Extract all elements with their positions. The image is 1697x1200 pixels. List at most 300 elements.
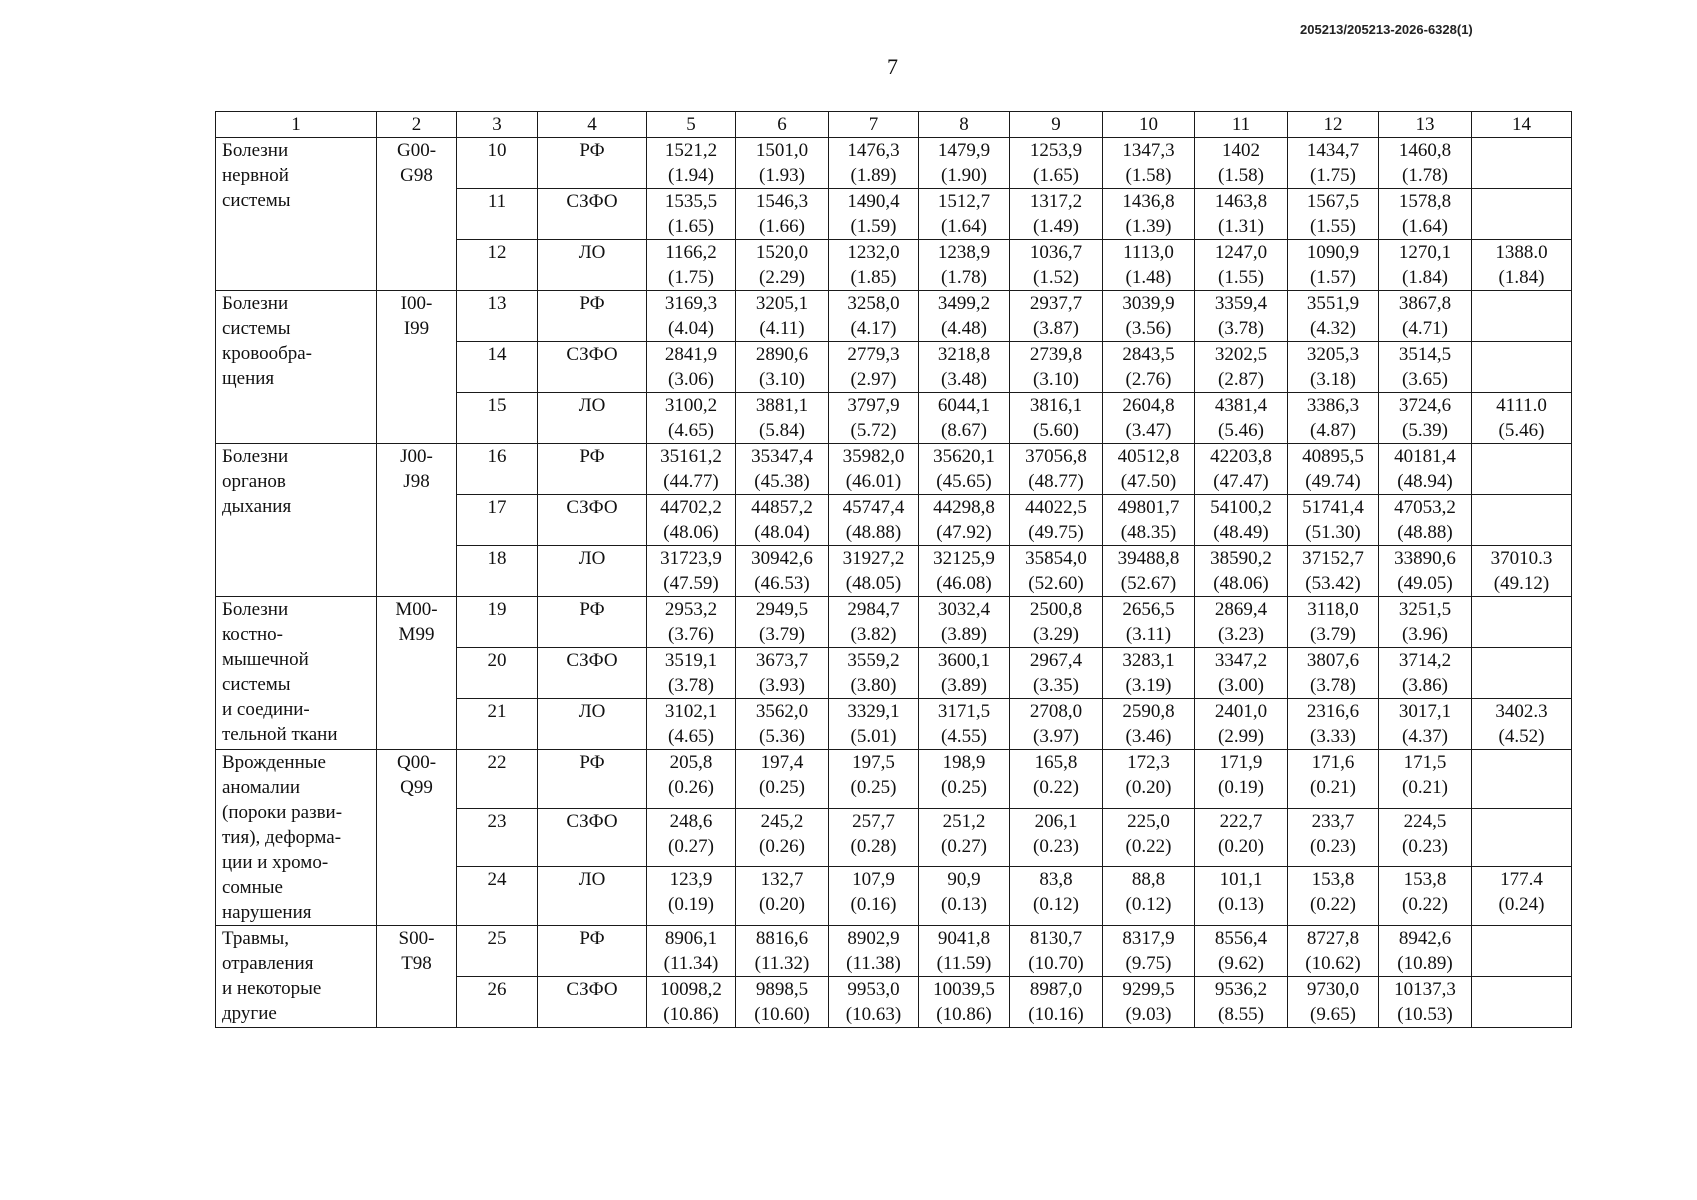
group-name-line: щения — [222, 368, 275, 389]
column-14-cell — [1472, 546, 1572, 597]
cell-value: 1247,0 — [1214, 242, 1268, 263]
value-cell — [1010, 291, 1103, 342]
cell-share: (10.89) — [1397, 953, 1453, 974]
cell-share: (0.21) — [1402, 777, 1448, 798]
cell-share: (9.65) — [1310, 1004, 1356, 1025]
cell-share: (3.11) — [1125, 624, 1172, 645]
cell-value: 9041,8 — [937, 928, 991, 949]
cell-share: (0.20) — [1218, 835, 1264, 857]
value-cell — [919, 291, 1010, 342]
cell-value: 165,8 — [1034, 752, 1078, 773]
cell-value: 3514,5 — [1398, 344, 1452, 365]
table-body — [216, 112, 1572, 1028]
cell-share: (2.97) — [850, 369, 897, 390]
cell-value: 4381,4 — [1214, 395, 1268, 416]
cell-value: 49801,7 — [1117, 497, 1180, 518]
value-cell — [919, 342, 1010, 393]
cell-value: 8942,6 — [1398, 928, 1452, 949]
group-name-line: аномалии — [222, 777, 301, 798]
value-cell — [829, 138, 919, 189]
cell-share: (0.13) — [941, 894, 987, 916]
row-number: 22 — [457, 750, 538, 809]
cell-value: 10137,3 — [1394, 979, 1456, 1000]
value-cell — [647, 648, 736, 699]
cell-value: 35347,4 — [751, 446, 813, 467]
cell-value: 248,6 — [669, 810, 713, 832]
icd-code — [377, 926, 457, 1028]
cell-share: (3.79) — [1310, 624, 1356, 645]
cell-share: (47.59) — [663, 573, 719, 594]
value-cell — [647, 495, 736, 546]
cell-share: (10.16) — [1028, 1004, 1084, 1025]
cell-share: (4.04) — [668, 318, 714, 339]
cell-value: 3039,9 — [1122, 293, 1175, 314]
cell-value: 42203,8 — [1210, 446, 1272, 467]
cell-value: 2841,9 — [664, 344, 718, 365]
cell-share: (51.30) — [1305, 522, 1361, 543]
cell-share: (45.38) — [754, 471, 810, 492]
column-14-share: (1.84) — [1498, 267, 1545, 288]
cell-value: 153,8 — [1403, 869, 1447, 891]
disease-group-name — [216, 750, 377, 926]
icd-code-line: Q99 — [400, 777, 433, 798]
cell-value: 3202,5 — [1214, 344, 1268, 365]
value-cell — [829, 393, 919, 444]
value-cell — [919, 648, 1010, 699]
cell-value: 107,9 — [852, 869, 895, 891]
region: ЛО — [538, 867, 647, 926]
cell-value: 3600,1 — [937, 650, 991, 671]
cell-value: 1090,9 — [1306, 242, 1360, 263]
value-cell — [647, 189, 736, 240]
cell-value: 1479,9 — [937, 140, 991, 161]
cell-value: 1166,2 — [665, 242, 717, 263]
value-cell — [1010, 444, 1103, 495]
cell-value: 32125,9 — [933, 548, 995, 569]
cell-value: 31723,9 — [660, 548, 722, 569]
value-cell — [1103, 750, 1195, 809]
cell-value: 3017,1 — [1398, 701, 1452, 722]
cell-share: (4.65) — [668, 726, 714, 747]
cell-value: 132,7 — [760, 869, 804, 891]
group-name-line: отравления — [222, 953, 314, 974]
value-cell — [919, 867, 1010, 926]
column-14-cell — [1472, 495, 1572, 546]
value-cell — [1288, 291, 1379, 342]
group-name-line: тельной ткани — [222, 724, 338, 745]
cell-value: 40895,5 — [1302, 446, 1364, 467]
cell-value: 2869,4 — [1214, 599, 1268, 620]
icd-code-line: M00- — [395, 599, 438, 620]
column-14-cell — [1472, 699, 1572, 750]
icd-code — [377, 291, 457, 444]
cell-value: 197,4 — [760, 752, 804, 773]
icd-code — [377, 138, 457, 291]
cell-value: 40512,8 — [1117, 446, 1180, 467]
region: РФ — [538, 138, 647, 189]
cell-share: (3.48) — [941, 369, 987, 390]
cell-share: (0.19) — [1218, 777, 1264, 798]
column-header: 11 — [1195, 112, 1288, 138]
cell-value: 9953,0 — [847, 979, 900, 1000]
group-name-line: Болезни — [222, 446, 289, 467]
value-cell — [1103, 495, 1195, 546]
cell-value: 3797,9 — [847, 395, 900, 416]
cell-share: (3.23) — [1218, 624, 1264, 645]
value-cell — [1195, 189, 1288, 240]
cell-value: 197,5 — [852, 752, 895, 773]
value-cell — [919, 240, 1010, 291]
value-cell — [919, 926, 1010, 977]
cell-value: 8317,9 — [1122, 928, 1175, 949]
cell-value: 1347,3 — [1122, 140, 1175, 161]
column-header: 1 — [216, 112, 377, 138]
column-14-value: 1388.0 — [1495, 242, 1548, 263]
column-14-value: 37010.3 — [1490, 548, 1553, 569]
value-cell — [829, 977, 919, 1028]
cell-share: (1.31) — [1218, 216, 1264, 237]
cell-value: 222,7 — [1219, 810, 1263, 832]
value-cell — [1379, 648, 1472, 699]
cell-share: (1.94) — [668, 165, 714, 186]
value-cell — [919, 495, 1010, 546]
value-cell — [1288, 342, 1379, 393]
value-cell — [736, 648, 829, 699]
cell-share: (2.99) — [1218, 726, 1264, 747]
value-cell — [1010, 977, 1103, 1028]
cell-value: 44298,8 — [933, 497, 995, 518]
cell-share: (1.64) — [941, 216, 987, 237]
value-cell — [829, 546, 919, 597]
value-cell — [1195, 444, 1288, 495]
value-cell — [647, 342, 736, 393]
cell-share: (3.33) — [1310, 726, 1356, 747]
value-cell — [736, 546, 829, 597]
cell-value: 30942,6 — [751, 548, 813, 569]
row-number: 19 — [457, 597, 538, 648]
value-cell — [647, 546, 736, 597]
value-cell — [1103, 393, 1195, 444]
cell-share: (10.70) — [1028, 953, 1084, 974]
value-cell — [1103, 444, 1195, 495]
cell-value: 1512,7 — [937, 191, 991, 212]
column-14-cell — [1472, 926, 1572, 977]
cell-share: (49.75) — [1028, 522, 1084, 543]
morbidity-table — [215, 111, 1572, 1028]
cell-share: (11.38) — [846, 953, 901, 974]
value-cell — [736, 444, 829, 495]
icd-code-line: I00- — [400, 293, 433, 314]
value-cell — [1103, 342, 1195, 393]
cell-value: 6044,1 — [937, 395, 991, 416]
cell-share: (10.62) — [1305, 953, 1361, 974]
value-cell — [1288, 648, 1379, 699]
cell-value: 2739,8 — [1029, 344, 1083, 365]
table-row — [216, 597, 1572, 648]
value-cell — [736, 597, 829, 648]
value-cell — [1379, 189, 1472, 240]
value-cell — [1103, 867, 1195, 926]
icd-code-line: T98 — [401, 953, 432, 974]
value-cell — [736, 699, 829, 750]
cell-share: (0.22) — [1125, 835, 1172, 857]
row-number: 12 — [457, 240, 538, 291]
column-header: 2 — [377, 112, 457, 138]
cell-value: 2937,7 — [1029, 293, 1083, 314]
value-cell — [1010, 342, 1103, 393]
group-name-line: Болезни — [222, 140, 289, 161]
cell-share: (5.60) — [1033, 420, 1079, 441]
cell-share: (3.19) — [1125, 675, 1172, 696]
column-14-cell — [1472, 867, 1572, 926]
region: ЛО — [538, 240, 647, 291]
cell-value: 10039,5 — [933, 979, 995, 1000]
column-14-cell — [1472, 342, 1572, 393]
value-cell — [1288, 808, 1379, 867]
cell-share: (3.86) — [1402, 675, 1448, 696]
cell-share: (1.78) — [1402, 165, 1448, 186]
cell-value: 3258,0 — [847, 293, 900, 314]
disease-group-name — [216, 926, 377, 1028]
table-row — [216, 926, 1572, 977]
cell-share: (3.65) — [1402, 369, 1448, 390]
cell-share: (5.39) — [1402, 420, 1448, 441]
value-cell — [1010, 495, 1103, 546]
value-cell — [1103, 291, 1195, 342]
column-14-cell — [1472, 808, 1572, 867]
icd-code-line: J98 — [403, 471, 430, 492]
value-cell — [1103, 926, 1195, 977]
row-number: 14 — [457, 342, 538, 393]
cell-value: 3032,4 — [937, 599, 991, 620]
cell-share: (1.65) — [1033, 165, 1079, 186]
cell-value: 225,0 — [1127, 810, 1170, 832]
value-cell — [1103, 977, 1195, 1028]
cell-share: (1.93) — [759, 165, 805, 186]
column-14-cell — [1472, 393, 1572, 444]
value-cell — [1103, 240, 1195, 291]
cell-share: (46.53) — [754, 573, 810, 594]
column-14-cell — [1472, 597, 1572, 648]
cell-share: (48.05) — [845, 573, 902, 594]
column-14-value: 4111.0 — [1496, 395, 1547, 416]
cell-share: (3.18) — [1310, 369, 1356, 390]
cell-share: (3.78) — [668, 675, 714, 696]
column-14-cell — [1472, 138, 1572, 189]
cell-share: (5.36) — [759, 726, 805, 747]
group-name-line: и некоторые — [222, 978, 322, 999]
cell-value: 35161,2 — [660, 446, 722, 467]
cell-share: (1.52) — [1033, 267, 1079, 288]
cell-value: 51741,4 — [1302, 497, 1364, 518]
cell-share: (46.08) — [936, 573, 992, 594]
group-name-line: системы — [222, 674, 291, 695]
cell-share: (0.21) — [1310, 777, 1356, 798]
cell-share: (1.59) — [850, 216, 897, 237]
cell-value: 2953,2 — [664, 599, 718, 620]
cell-value: 8816,6 — [755, 928, 809, 949]
cell-share: (3.96) — [1402, 624, 1448, 645]
cell-value: 3867,8 — [1398, 293, 1452, 314]
cell-share: (48.88) — [1397, 522, 1453, 543]
cell-share: (4.65) — [668, 420, 714, 441]
cell-share: (2.76) — [1125, 369, 1172, 390]
cell-share: (3.87) — [1033, 318, 1079, 339]
value-cell — [647, 699, 736, 750]
cell-share: (3.06) — [668, 369, 714, 390]
value-cell — [829, 444, 919, 495]
cell-value: 88,8 — [1131, 869, 1166, 891]
cell-share: (1.75) — [668, 267, 714, 288]
column-14-cell — [1472, 189, 1572, 240]
cell-share: (3.00) — [1218, 675, 1264, 696]
value-cell — [1010, 138, 1103, 189]
cell-value: 3251,5 — [1398, 599, 1452, 620]
row-number: 15 — [457, 393, 538, 444]
value-cell — [1195, 597, 1288, 648]
value-cell — [919, 808, 1010, 867]
value-cell — [1195, 495, 1288, 546]
group-name-line: мышечной — [222, 649, 309, 670]
value-cell — [736, 291, 829, 342]
cell-value: 2401,0 — [1214, 701, 1268, 722]
value-cell — [1195, 240, 1288, 291]
cell-share: (52.67) — [1120, 573, 1177, 594]
icd-code-line: S00- — [398, 928, 435, 949]
column-14-cell — [1472, 750, 1572, 809]
cell-value: 40181,4 — [1394, 446, 1456, 467]
value-cell — [1288, 867, 1379, 926]
cell-value: 3499,2 — [937, 293, 991, 314]
cell-value: 1253,9 — [1029, 140, 1083, 161]
region: СЗФО — [538, 808, 647, 867]
cell-value: 233,7 — [1311, 810, 1355, 832]
cell-value: 3100,2 — [664, 395, 718, 416]
group-name-line: Врожденные — [222, 752, 326, 773]
cell-share: (4.87) — [1310, 420, 1356, 441]
value-cell — [1379, 240, 1472, 291]
value-cell — [736, 138, 829, 189]
value-cell — [1379, 138, 1472, 189]
value-cell — [1010, 808, 1103, 867]
cell-value: 1463,8 — [1214, 191, 1268, 212]
cell-share: (0.22) — [1310, 894, 1356, 916]
cell-share: (0.26) — [759, 835, 805, 857]
cell-share: (10.86) — [936, 1004, 992, 1025]
cell-share: (3.78) — [1218, 318, 1264, 339]
value-cell — [1379, 393, 1472, 444]
cell-share: (0.20) — [759, 894, 805, 916]
icd-code — [377, 750, 457, 926]
cell-value: 45747,4 — [842, 497, 905, 518]
cell-value: 1402 — [1222, 140, 1260, 161]
header-row — [216, 112, 1572, 138]
cell-share: (48.88) — [845, 522, 902, 543]
value-cell — [1379, 291, 1472, 342]
document-id: 205213/205213-2026-6328(1) — [1300, 22, 1473, 37]
cell-value: 54100,2 — [1210, 497, 1272, 518]
region: ЛО — [538, 393, 647, 444]
value-cell — [1195, 750, 1288, 809]
value-cell — [1379, 926, 1472, 977]
cell-share: (2.29) — [759, 267, 805, 288]
page-number: 7 — [887, 54, 898, 79]
cell-value: 3283,1 — [1122, 650, 1175, 671]
icd-code-line: Q00- — [396, 752, 437, 773]
value-cell — [1195, 342, 1288, 393]
cell-share: (11.34) — [663, 953, 719, 974]
icd-code-line: G98 — [400, 165, 433, 186]
cell-value: 206,1 — [1034, 810, 1078, 832]
value-cell — [736, 867, 829, 926]
value-cell — [919, 597, 1010, 648]
cell-value: 171,5 — [1403, 752, 1447, 773]
cell-share: (48.04) — [754, 522, 810, 543]
icd-code-line: M99 — [398, 624, 435, 645]
row-number: 11 — [457, 189, 538, 240]
cell-value: 2316,6 — [1306, 701, 1360, 722]
cell-value: 8902,9 — [847, 928, 900, 949]
group-name-line: другие — [222, 1003, 277, 1024]
cell-share: (4.55) — [941, 726, 987, 747]
cell-share: (11.32) — [754, 953, 810, 974]
value-cell — [736, 750, 829, 809]
row-number: 23 — [457, 808, 538, 867]
column-14-value: 3402.3 — [1495, 701, 1548, 722]
icd-code-line: J00- — [400, 446, 433, 467]
cell-share: (10.86) — [663, 1004, 719, 1025]
value-cell — [1379, 444, 1472, 495]
value-cell — [1103, 189, 1195, 240]
cell-value: 245,2 — [760, 810, 804, 832]
cell-share: (1.49) — [1033, 216, 1079, 237]
row-number: 21 — [457, 699, 538, 750]
cell-value: 2984,7 — [847, 599, 900, 620]
cell-share: (49.74) — [1305, 471, 1361, 492]
value-cell — [1195, 977, 1288, 1028]
icd-code-line: G00- — [396, 140, 437, 161]
cell-share: (48.35) — [1120, 522, 1177, 543]
value-cell — [829, 597, 919, 648]
column-14-cell — [1472, 240, 1572, 291]
value-cell — [736, 926, 829, 977]
cell-share: (1.85) — [850, 267, 897, 288]
cell-value: 2779,3 — [847, 344, 900, 365]
value-cell — [1379, 750, 1472, 809]
cell-value: 37152,7 — [1302, 548, 1364, 569]
cell-value: 1232,0 — [847, 242, 900, 263]
cell-value: 38590,2 — [1210, 548, 1272, 569]
cell-share: (1.57) — [1310, 267, 1356, 288]
cell-share: (9.62) — [1218, 953, 1264, 974]
cell-value: 35854,0 — [1025, 548, 1087, 569]
value-cell — [919, 444, 1010, 495]
disease-group-name — [216, 444, 377, 597]
value-cell — [1103, 648, 1195, 699]
column-14-share: (4.52) — [1498, 726, 1545, 747]
group-name-line: Травмы, — [222, 928, 290, 949]
value-cell — [1288, 240, 1379, 291]
cell-value: 35620,1 — [933, 446, 995, 467]
value-cell — [1195, 291, 1288, 342]
cell-value: 8727,8 — [1306, 928, 1360, 949]
cell-share: (0.23) — [1310, 835, 1356, 857]
group-name-line: Болезни — [222, 293, 289, 314]
cell-value: 2604,8 — [1122, 395, 1175, 416]
cell-share: (0.25) — [759, 777, 805, 798]
value-cell — [647, 138, 736, 189]
cell-value: 171,6 — [1311, 752, 1355, 773]
